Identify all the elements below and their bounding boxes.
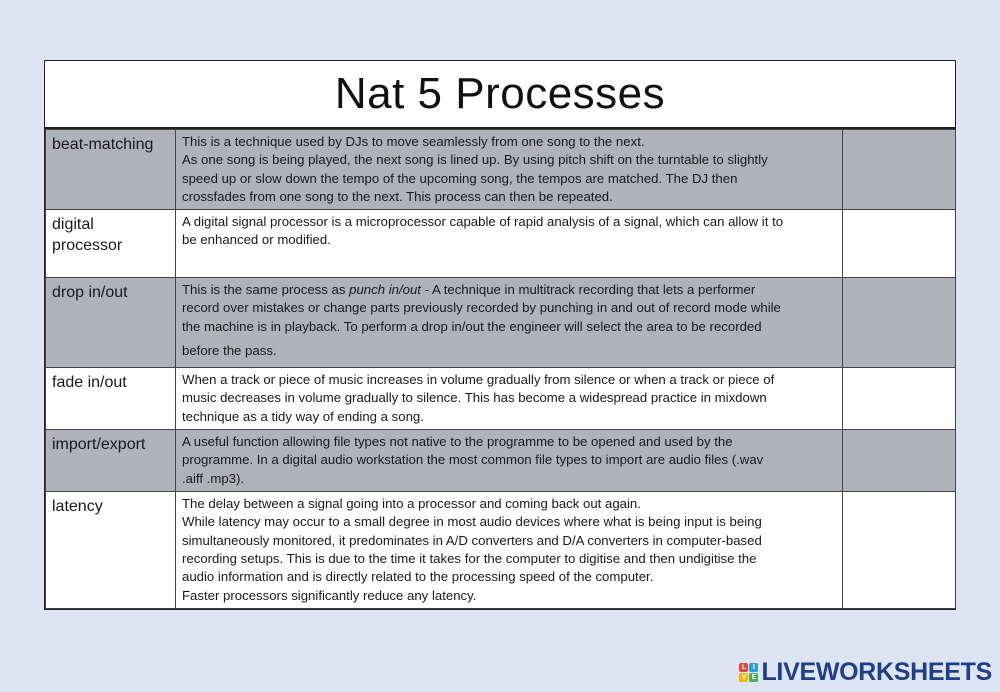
- table-row: [46, 210, 956, 278]
- definition-line: technique as a tidy way of ending a song.: [182, 408, 424, 424]
- term-cell: fade in/out: [46, 368, 176, 430]
- answer-input[interactable]: [843, 210, 955, 227]
- answer-input[interactable]: [843, 492, 955, 509]
- term-cell: drop in/out: [46, 278, 176, 368]
- definition-line: audio information and is directly related to the processing speed of the computer.: [182, 569, 654, 585]
- table-row: [46, 278, 956, 368]
- definition-cell: [176, 368, 843, 430]
- definition-line: speed up or slow down the tempo of the upcoming song, the tempos are matched. The DJ then: [182, 170, 738, 186]
- definition-line: recording setups. This is due to the time it takes for the computer to digitise and then undigitise the: [182, 550, 757, 566]
- term-cell: beat-matching: [46, 130, 176, 210]
- liveworksheets-logo: [739, 658, 992, 687]
- definition-line: [182, 281, 836, 299]
- answer-input[interactable]: [843, 130, 955, 147]
- answer-cell[interactable]: [843, 492, 956, 609]
- term-line: processor: [52, 237, 123, 255]
- definition-line: This is a technique used by DJs to move seamlessly from one song to the next.: [182, 134, 645, 149]
- answer-input[interactable]: [843, 278, 955, 295]
- italic-term: punch in/out: [349, 282, 421, 298]
- answer-cell[interactable]: [843, 368, 956, 430]
- term-cell: import/export: [46, 430, 176, 492]
- table-row: [46, 430, 956, 492]
- worksheet: [44, 60, 956, 610]
- definition-line: simultaneously monitored, it predominates in A/D converters and D/A converters in computer-based: [182, 532, 762, 548]
- definition-line: programme. In a digital audio workstation the most common file types to import are audio files (.wav: [182, 452, 764, 468]
- term-line: digital: [52, 216, 94, 234]
- answer-cell[interactable]: [843, 430, 956, 492]
- definition-line: While latency may occur to a small degree in most audio devices where what is being input is being: [182, 514, 762, 530]
- answer-input[interactable]: [843, 368, 955, 385]
- definition-line: As one song is being played, the next song is lined up. By using pitch shift on the turntable to slightly: [182, 152, 768, 168]
- definition-line: Faster processors significantly reduce any latency.: [182, 587, 477, 603]
- term-cell: latency: [46, 492, 176, 609]
- definition-cell: [176, 210, 843, 278]
- definition-line: music decreases in volume gradually to silence. This has become a widespread practice in mixdown: [182, 390, 767, 406]
- definition-text: This is the same process as: [182, 282, 350, 298]
- definition-line: before the pass.: [182, 343, 277, 359]
- answer-input[interactable]: [843, 430, 955, 447]
- definition-line: A digital signal processor is a microprocessor capable of rapid analysis of a signal, which can allow it to: [182, 214, 784, 230]
- definition-line: the machine is in playback. To perform a drop in/out the engineer will select the area to be recorded: [182, 318, 762, 334]
- definition-line: When a track or piece of music increases in volume gradually from silence or when a track or piece of: [182, 372, 775, 388]
- logo-text: LIVEWORKSHEETS: [761, 658, 992, 686]
- definition-cell: [176, 430, 843, 492]
- table-row: [46, 368, 956, 430]
- definition-text: - A technique in multitrack recording that lets a performer: [420, 282, 756, 298]
- answer-cell[interactable]: [843, 210, 956, 278]
- definition-line: A useful function allowing file types not native to the programme to be opened and used by the: [182, 434, 733, 450]
- table-row: [46, 492, 956, 609]
- definition-line: crossfades from one song to the next. This process can then be repeated.: [182, 188, 613, 204]
- definition-line: The delay between a signal going into a processor and coming back out again.: [182, 496, 641, 512]
- logo-icon: L I V E: [739, 663, 758, 682]
- processes-table: [45, 129, 956, 609]
- definition-line: .aiff .mp3).: [182, 470, 245, 486]
- term-cell: [46, 210, 176, 278]
- definition-cell: [176, 278, 843, 368]
- answer-cell[interactable]: [843, 130, 956, 210]
- worksheet-title: Nat 5 Processes: [45, 61, 955, 129]
- table-row: [46, 130, 956, 210]
- definition-line: be enhanced or modified.: [182, 232, 331, 248]
- definition-cell: [176, 130, 843, 210]
- definition-cell: [176, 492, 843, 609]
- answer-cell[interactable]: [843, 278, 956, 368]
- definition-line: record over mistakes or change parts previously recorded by punching in and out of record mode while: [182, 300, 781, 316]
